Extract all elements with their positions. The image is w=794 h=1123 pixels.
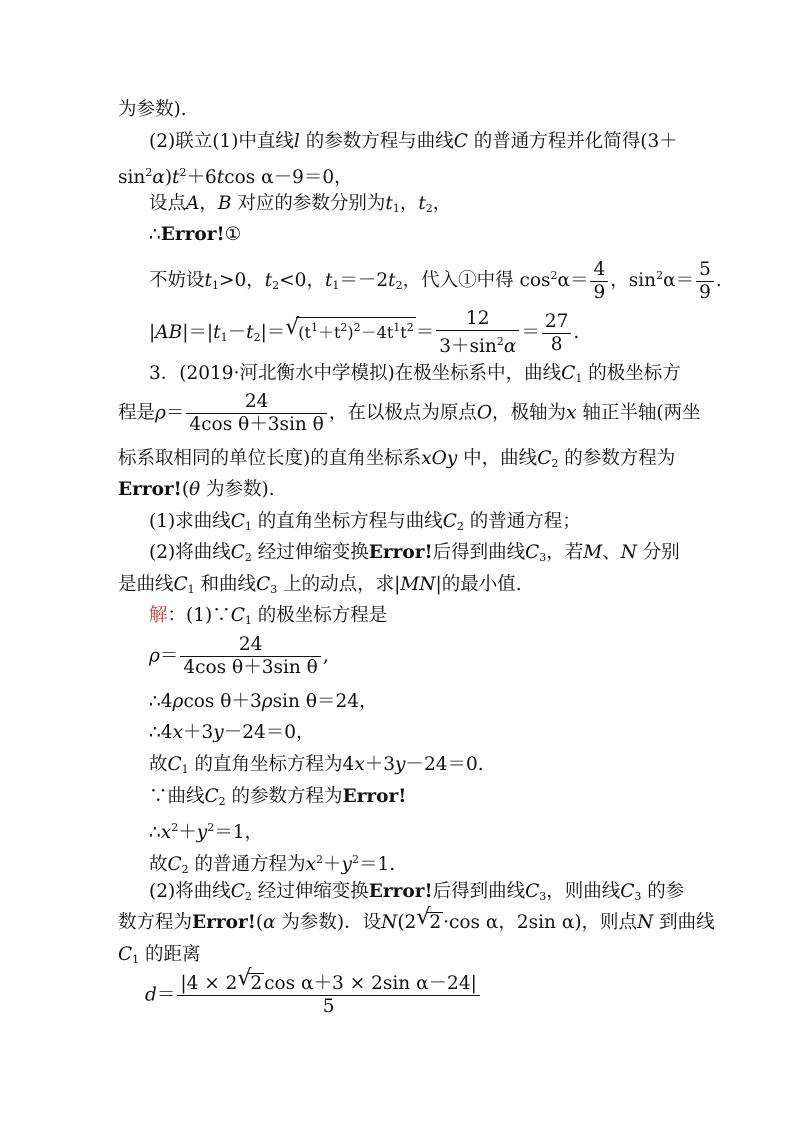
sqrt-expression: √ 2 [237, 966, 263, 994]
text-line: $\therefore x^2+y^2=1$， [149, 821, 263, 843]
text-line: 故$C_2$ 的普通方程为$x^2+y^2=1$. [149, 853, 396, 876]
fraction: |4 × 2 √ 2 cos α＋3 × 2sin α－24| 5 [177, 973, 479, 1018]
text-line: 3．(2019·河北衡水中学模拟)在极坐标系中，曲线$C_1$ 的极坐标方 [149, 363, 681, 385]
text-line: (2)联立(1)中直线l 的参数方程与曲线C 的普通方程并化简得(3＋ [149, 131, 678, 152]
text-line: ∴4x＋3y－24＝0， [149, 722, 315, 743]
text-line: 为参数). [118, 99, 187, 120]
text-line: 解：$(1)\because C_1$ 的极坐标方程是 [149, 605, 388, 627]
text-line: 故$C_1$ 的直角坐标方程为4x＋3y－24＝0. [149, 754, 484, 776]
fraction: $\frac{5}{9}$ [696, 259, 714, 304]
text-line: (2)将曲线$C_2$ 经过伸缩变换Error!后得到曲线$C_3$，则曲线$C_3$ 的参 [149, 881, 685, 903]
text-line: d＝ |4 × 2 √ 2 cos α＋3 × 2sin α－24| 5 [145, 973, 482, 1018]
fraction: $\frac{4}{9}$ [590, 259, 608, 304]
fraction: $\frac{12}{3+\sin^2\alpha}$ [436, 308, 519, 358]
text-line: (1)求曲线$C_1$ 的直角坐标方程与曲线$C_2$ 的普通方程； [149, 511, 581, 533]
text-line: $|AB|=|t_1-t_2|=$ √ $(t^1+t^2)^2-4t^1t^2$ ＝ $\frac{12}{3+\sin^2\alpha}$ ＝ $\frac{27}{8}$ . [149, 308, 580, 357]
fraction: $\frac{27}{8}$ [542, 311, 572, 356]
text-line: 数方程为Error!(α 为参数)．设N(2 √ 2 ·cos α，2sin α)，则点N 到曲线 [118, 905, 715, 933]
fraction: $\frac{24}{\text{4cos θ＋3sin θ}}$ [186, 391, 326, 436]
text-line: $\sin^2\alpha)t^2+6tcos$ α－9＝0， [118, 166, 353, 188]
text-line: ∴Error!① [149, 224, 242, 245]
text-line: 程是ρ＝ $\frac{24}{\text{4cos θ＋3sin θ}}$ ，在以极点为原点O，极轴为x 轴正半轴(两坐 [118, 391, 701, 435]
text-line: ρ＝ $\frac{24}{\text{4cos θ＋3sin θ}}$ , [149, 634, 329, 678]
text-line: $C_1$ 的距离 [118, 944, 201, 966]
solution-label: 解 [149, 605, 168, 626]
sqrt-expression: √ $(t^1+t^2)^2-4t^1t^2$ [285, 315, 414, 342]
text-line: ∵曲线$C_2$ 的参数方程为Error! [149, 786, 407, 808]
text-line: ∴4ρcos θ＋3ρsin θ＝24， [149, 691, 378, 712]
sqrt-expression: √ 2 [416, 905, 442, 933]
text-line: Error!(θ 为参数). [118, 479, 275, 500]
text-line: 是曲线$C_1$ 和曲线$C_3$ 上的动点，求|MN|的最小值. [118, 574, 522, 596]
fraction: $\frac{24}{\text{4cos θ＋3sin θ}}$ [180, 634, 320, 679]
text-line: 设点A，B 对应的参数分别为$t_1$，$t_2$， [149, 193, 452, 215]
text-line: (2)将曲线$C_2$ 经过伸缩变换Error!后得到曲线$C_3$，若M、N 分别 [149, 542, 680, 564]
text-line: 标系取相同的单位长度)的直角坐标系xOy 中，曲线$C_2$ 的参数方程为 [118, 448, 676, 470]
text-line: 不妨设$t_1>0$，$t_2<0$，$t_1=-2t_2$，代入①中得 $\cos^2\alpha=$ $\frac{4}{9}$ ，$\sin^2\alpha=$ $\frac{5}{9}$ . [149, 258, 722, 303]
